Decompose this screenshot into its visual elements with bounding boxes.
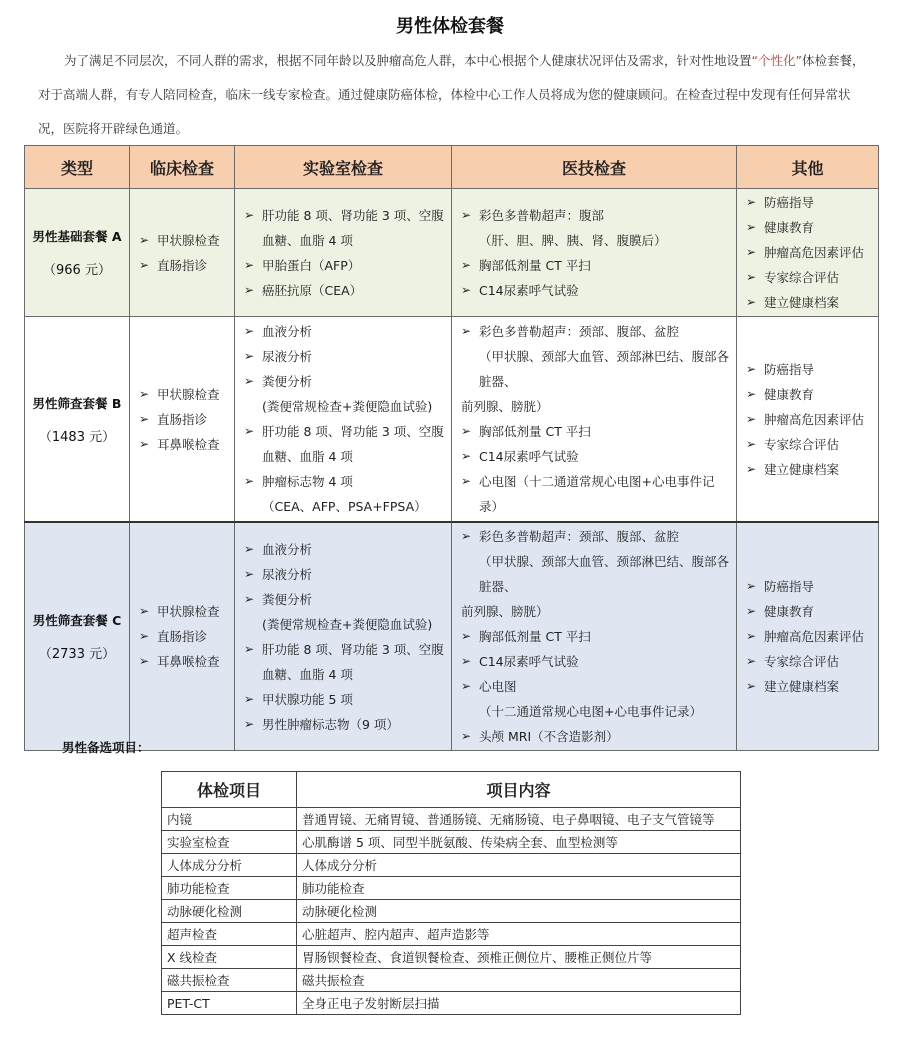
list-item: ➢ 肿瘤标志物 4 项 bbox=[244, 469, 446, 494]
list-item: ➢ 专家综合评估 bbox=[746, 265, 873, 290]
list-item: ➢ 建立健康档案 bbox=[746, 674, 873, 699]
list-item: ➢ C14尿素呼气试验 bbox=[461, 649, 731, 674]
medtech-cell bbox=[452, 189, 737, 317]
list-item: ➢ 建立健康档案 bbox=[746, 290, 873, 315]
list-item: ➢ 彩色多普勒超声：颈部、腹部、盆腔 bbox=[461, 319, 731, 344]
content-cell: 全身正电子发射断层扫描 bbox=[297, 992, 741, 1015]
intro-text-end: 体检套餐，对于高端人群，有专人陪同检查，临床一线专家检查。通过健康防癌体检，体检中心工作人员将成为您的健康顾问。在检查过程中发现有任何异常状况，医院将开辟绿色通道。 bbox=[38, 53, 865, 136]
other-cell-list bbox=[738, 190, 877, 315]
package-name-cell bbox=[25, 522, 130, 751]
list-item: ➢ 防癌指导 bbox=[746, 190, 873, 215]
lab-cell-list bbox=[236, 203, 450, 303]
list-item: （十二通道常规心电图+心电事件记录） bbox=[479, 704, 702, 719]
optional-section-title: 男性备选项目： bbox=[62, 740, 150, 755]
list-item: ➢ 肝功能 8 项、肾功能 3 项、空腹 bbox=[244, 637, 446, 662]
other-cell-list bbox=[738, 574, 877, 699]
list-item: ➢ 彩色多普勒超声：腹部 bbox=[461, 203, 731, 228]
content-cell: 人体成分分析 bbox=[297, 854, 741, 877]
lab-cell-list bbox=[236, 537, 450, 737]
item-cell: 肺功能检查 bbox=[162, 877, 297, 900]
table-row bbox=[162, 923, 741, 946]
content-cell: 普通胃镜、无痛胃镜、普通肠镜、无痛肠镜、电子鼻咽镜、电子支气管镜等 bbox=[297, 808, 741, 831]
item-cell: PET-CT bbox=[162, 992, 297, 1015]
list-item: ➢ 彩色多普勒超声：颈部、腹部、盆腔 bbox=[461, 524, 731, 549]
page-title: 男性体检套餐 bbox=[396, 16, 504, 37]
list-item: ➢ 胸部低剂量 CT 平扫 bbox=[461, 253, 731, 278]
package-name: 男性基础套餐 A bbox=[32, 229, 122, 244]
list-item: ➢ 粪便分析 bbox=[244, 369, 446, 394]
list-item: 前列腺、膀胱） bbox=[461, 604, 549, 619]
other-cell bbox=[737, 189, 879, 317]
list-item: ➢ C14尿素呼气试验 bbox=[461, 278, 731, 303]
package-name: 男性筛查套餐 C bbox=[32, 613, 122, 628]
content-cell: 磁共振检查 bbox=[297, 969, 741, 992]
clinical-cell-list bbox=[131, 599, 233, 674]
list-item: ➢ 肝功能 8 项、肾功能 3 项、空腹 bbox=[244, 203, 446, 228]
intro-text-start: 为了满足不同层次，不同人群的需求，根据不同年龄以及肿瘤高危人群，本中心根据个人健康状况评估及需求，针对性地设置 bbox=[64, 53, 752, 68]
list-item: ➢ 直肠指诊 bbox=[139, 624, 229, 649]
list-item: ➢ 建立健康档案 bbox=[746, 457, 873, 482]
item-cell: X 线检查 bbox=[162, 946, 297, 969]
optional-table-header bbox=[162, 772, 741, 808]
lab-cell bbox=[235, 189, 452, 317]
other-cell bbox=[737, 522, 879, 751]
table-row bbox=[162, 900, 741, 923]
table-row bbox=[162, 992, 741, 1015]
table-row bbox=[162, 969, 741, 992]
medtech-cell bbox=[452, 522, 737, 751]
list-item: ➢ C14尿素呼气试验 bbox=[461, 444, 731, 469]
list-item: ➢ 直肠指诊 bbox=[139, 407, 229, 432]
content-cell: 心脏超声、腔内超声、超声造影等 bbox=[297, 923, 741, 946]
clinical-cell-list bbox=[131, 382, 233, 457]
list-item: ➢ 尿液分析 bbox=[244, 562, 446, 587]
header-item: 体检项目 bbox=[162, 772, 297, 808]
clinical-cell bbox=[130, 317, 235, 523]
table-row bbox=[162, 808, 741, 831]
list-item: （甲状腺、颈部大血管、颈部淋巴结、腹部各脏器、 bbox=[479, 349, 730, 389]
list-item: ➢ 专家综合评估 bbox=[746, 432, 873, 457]
list-item: ➢ 肿瘤高危因素评估 bbox=[746, 240, 873, 265]
list-item: ➢ 男性肿瘤标志物（9 项） bbox=[244, 712, 446, 737]
list-item: ➢ 肿瘤高危因素评估 bbox=[746, 624, 873, 649]
clinical-cell bbox=[130, 189, 235, 317]
package-table bbox=[24, 145, 879, 751]
package-price: （1483 元） bbox=[38, 429, 116, 445]
list-item: ➢ 耳鼻喉检查 bbox=[139, 432, 229, 457]
item-cell: 实验室检查 bbox=[162, 831, 297, 854]
list-item: ➢ 甲状腺检查 bbox=[139, 599, 229, 624]
list-item: ➢ 心电图（十二通道常规心电图+心电事件记录） bbox=[461, 469, 731, 519]
list-item: ➢ 癌胚抗原（CEA） bbox=[244, 278, 446, 303]
other-cell bbox=[737, 317, 879, 523]
list-item: ➢ 专家综合评估 bbox=[746, 649, 873, 674]
package-price: （966 元） bbox=[43, 263, 111, 278]
header-type: 类型 bbox=[25, 146, 130, 189]
package-name-cell bbox=[25, 189, 130, 317]
list-item: ➢ 粪便分析 bbox=[244, 587, 446, 612]
intro-paragraph bbox=[38, 44, 868, 146]
package-name-cell bbox=[25, 317, 130, 523]
package-row bbox=[25, 317, 879, 523]
lab-cell bbox=[235, 317, 452, 523]
list-item: ➢ 耳鼻喉检查 bbox=[139, 649, 229, 674]
table-row bbox=[162, 946, 741, 969]
optional-items-table bbox=[161, 771, 741, 1015]
list-item: ➢ 甲状腺检查 bbox=[139, 382, 229, 407]
header-medtech: 医技检查 bbox=[452, 146, 737, 189]
other-cell-list bbox=[738, 357, 877, 482]
header-other: 其他 bbox=[737, 146, 879, 189]
list-item: ➢ 甲胎蛋白（AFP） bbox=[244, 253, 446, 278]
table-row bbox=[162, 877, 741, 900]
content-cell: 动脉硬化检测 bbox=[297, 900, 741, 923]
item-cell: 磁共振检查 bbox=[162, 969, 297, 992]
clinical-cell-list bbox=[131, 228, 233, 278]
list-item: 血糖、血脂 4 项 bbox=[262, 666, 353, 682]
medtech-cell-list bbox=[453, 524, 735, 749]
content-cell: 胃肠钡餐检查、食道钡餐检查、颈椎正侧位片、腰椎正侧位片等 bbox=[297, 946, 741, 969]
package-row bbox=[25, 189, 879, 317]
item-cell: 超声检查 bbox=[162, 923, 297, 946]
lab-cell bbox=[235, 522, 452, 751]
list-item: ➢ 健康教育 bbox=[746, 382, 873, 407]
list-item: ➢ 心电图 bbox=[461, 674, 731, 699]
list-item: 前列腺、膀胱） bbox=[461, 399, 549, 414]
content-cell: 肺功能检查 bbox=[297, 877, 741, 900]
list-item: ➢ 胸部低剂量 CT 平扫 bbox=[461, 419, 731, 444]
package-table-header bbox=[25, 146, 879, 189]
clinical-cell bbox=[130, 522, 235, 751]
list-item: （甲状腺、颈部大血管、颈部淋巴结、腹部各脏器、 bbox=[479, 554, 730, 594]
list-item: ➢ 头颅 MRI（不含造影剂） bbox=[461, 724, 731, 749]
header-content: 项目内容 bbox=[297, 772, 741, 808]
list-item: 血糖、血脂 4 项 bbox=[262, 232, 353, 248]
intro-highlight: “个性化” bbox=[751, 53, 802, 68]
list-item: ➢ 防癌指导 bbox=[746, 357, 873, 382]
item-cell: 动脉硬化检测 bbox=[162, 900, 297, 923]
medtech-cell-list bbox=[453, 203, 735, 303]
list-item: ➢ 甲状腺功能 5 项 bbox=[244, 687, 446, 712]
list-item: (粪便常规检查+粪便隐血试验) bbox=[262, 399, 433, 414]
list-item: 血糖、血脂 4 项 bbox=[262, 449, 353, 464]
list-item: ➢ 血液分析 bbox=[244, 537, 446, 562]
package-name: 男性筛查套餐 B bbox=[32, 395, 122, 411]
package-price: （2733 元） bbox=[38, 647, 116, 662]
item-cell: 人体成分分析 bbox=[162, 854, 297, 877]
list-item: ➢ 直肠指诊 bbox=[139, 253, 229, 278]
list-item: （CEA、AFP、PSA+FPSA） bbox=[262, 499, 427, 514]
list-item: （肝、胆、脾、胰、肾、腹膜后） bbox=[479, 232, 667, 248]
list-item: ➢ 胸部低剂量 CT 平扫 bbox=[461, 624, 731, 649]
list-item: ➢ 肝功能 8 项、肾功能 3 项、空腹 bbox=[244, 419, 446, 444]
list-item: ➢ 甲状腺检查 bbox=[139, 228, 229, 253]
header-lab: 实验室检查 bbox=[235, 146, 452, 189]
list-item: ➢ 防癌指导 bbox=[746, 574, 873, 599]
list-item: ➢ 肿瘤高危因素评估 bbox=[746, 407, 873, 432]
package-row bbox=[25, 522, 879, 751]
table-row bbox=[162, 831, 741, 854]
list-item: ➢ 血液分析 bbox=[244, 319, 446, 344]
header-clinical: 临床检查 bbox=[130, 146, 235, 189]
lab-cell-list bbox=[236, 319, 450, 519]
list-item: (粪便常规检查+粪便隐血试验) bbox=[262, 616, 433, 632]
list-item: ➢ 健康教育 bbox=[746, 215, 873, 240]
table-row bbox=[162, 854, 741, 877]
list-item: ➢ 尿液分析 bbox=[244, 344, 446, 369]
medtech-cell-list bbox=[453, 319, 735, 519]
list-item: ➢ 健康教育 bbox=[746, 599, 873, 624]
medtech-cell bbox=[452, 317, 737, 523]
content-cell: 心肌酶谱 5 项、同型半胱氨酸、传染病全套、血型检测等 bbox=[297, 831, 741, 854]
item-cell: 内镜 bbox=[162, 808, 297, 831]
